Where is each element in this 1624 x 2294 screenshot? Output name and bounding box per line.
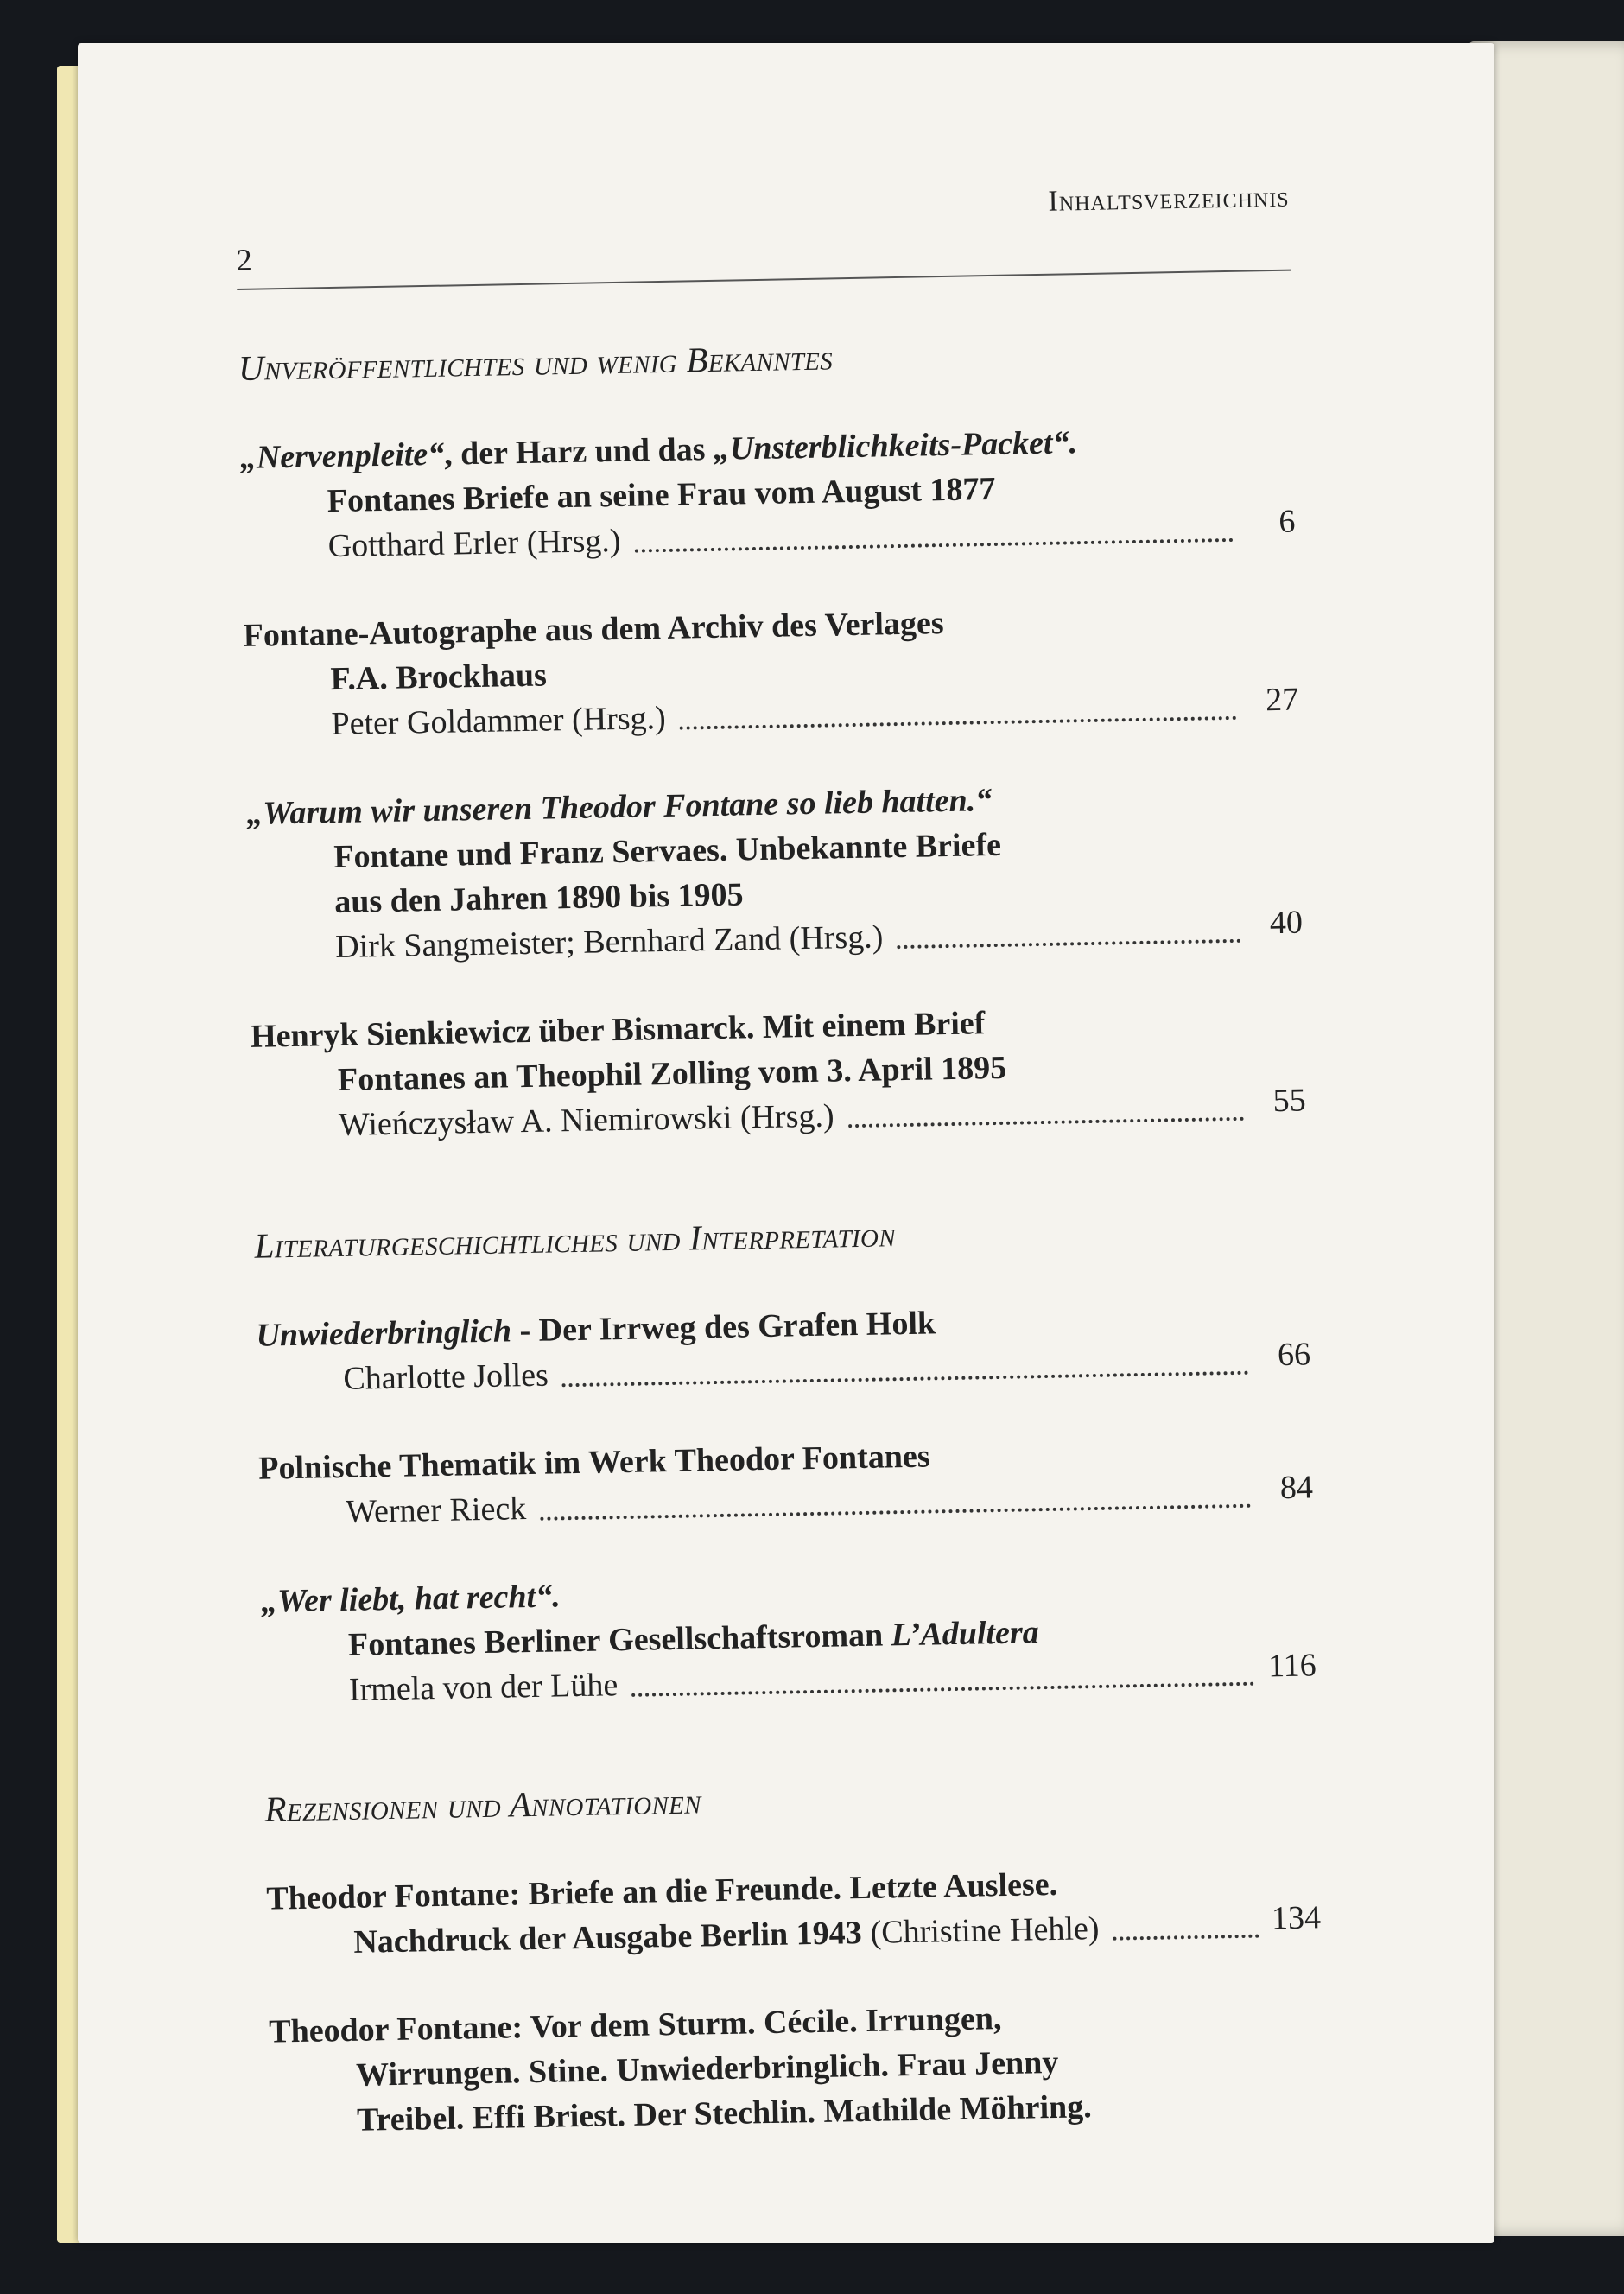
toc-entry[interactable] [258, 1427, 1314, 1535]
dot-leader [631, 1682, 1254, 1697]
dot-leader [898, 939, 1241, 949]
entry-author: Charlotte Jolles [343, 1357, 549, 1397]
entry-title-line: Polnische Thematik im Werk Theodor Fontanes [257, 1438, 930, 1487]
toc-entry[interactable] [266, 1857, 1322, 1966]
entry-author: (Christine Hehle) [870, 1910, 1100, 1951]
entry-subtitle: Treibel. Effi Briest. Der Stechlin. Mathilde Möhring. [356, 2088, 1093, 2138]
entry-title-line: Henryk Sienkiewicz über Bismarck. Mit einem Brief [250, 1005, 986, 1055]
section-title: Unveröffentlichtes und wenig Bekanntes [238, 337, 834, 388]
entry-subtitle: aus den Jahren 1890 bis 1905 [333, 876, 744, 921]
entry-author: Peter Goldammer (Hrsg.) [331, 699, 667, 743]
toc-entry[interactable] [261, 1560, 1317, 1713]
entry-title-line: „Warum wir unseren Theodor Fontane so lieb hatten.“ [246, 782, 993, 832]
entry-page-number: 6 [1278, 503, 1296, 540]
dot-leader [540, 1504, 1251, 1521]
entry-title-part: „Nervenpleite“ [239, 435, 445, 476]
entry-title-line: Theodor Fontane: Vor dem Sturm. Cécile. Irrungen, [268, 2000, 1002, 2050]
entry-title-line: Fontane-Autographe aus dem Archiv des Verlages [243, 605, 944, 654]
section-title: Rezensionen und Annotationen [264, 1781, 702, 1829]
dot-leader [635, 538, 1234, 553]
entry-title-part: , der Harz und das [443, 430, 714, 473]
entry-subtitle-part: Fontanes Berliner Gesellschaftsroman [347, 1617, 892, 1663]
dot-leader [1113, 1935, 1259, 1941]
entry-page-number: 66 [1277, 1336, 1311, 1374]
entry-subtitle: Fontanes Briefe an seine Frau vom August 1877 [327, 470, 996, 520]
entry-author: Gotthard Erler (Hrsg.) [327, 522, 621, 565]
entry-title-line: „Wer liebt, hat recht“. [260, 1578, 561, 1620]
toc-entry[interactable] [269, 1990, 1325, 2144]
entry-page-number: 27 [1265, 681, 1299, 719]
toc-entry[interactable] [239, 416, 1296, 570]
entry-title-line: Theodor Fontane: Briefe an die Freunde. Letzte Auslese. [266, 1865, 1058, 1917]
dot-leader [680, 716, 1237, 730]
entry-subtitle: Wirrungen. Stine. Unwiederbringlich. Frau Jenny [355, 2043, 1059, 2094]
page-header [235, 162, 1291, 294]
entry-author: Dirk Sangmeister; Bernhard Zand (Hrsg.) [334, 918, 884, 966]
toc-entry[interactable] [246, 772, 1304, 971]
header-rule [237, 270, 1291, 290]
entry-author: Irmela von der Lühe [348, 1667, 619, 1708]
entry-subtitle: F.A. Brockhaus [330, 657, 548, 698]
entry-author: Werner Rieck [345, 1490, 527, 1530]
toc-entry[interactable] [243, 594, 1299, 748]
entry-subtitle: Fontanes an Theophil Zolling vom 3. April 1895 [337, 1049, 1007, 1098]
entry-title-part: „Unsterblichkeits-Packet“. [713, 424, 1078, 467]
entry-title-part: Unwiederbringlich [256, 1312, 512, 1354]
entry-subtitle: Nachdruck der Ausgabe Berlin 1943 [352, 1915, 863, 1960]
running-head: Inhaltsverzeichnis [1048, 181, 1290, 218]
entry-page-number: 40 [1269, 904, 1304, 942]
dot-leader [562, 1371, 1248, 1388]
entry-page-number: 84 [1279, 1469, 1314, 1507]
entry-page-number: 134 [1271, 1899, 1322, 1937]
entry-title-part: - Der Irrweg des Grafen Holk [511, 1305, 936, 1350]
entry-page-number: 116 [1267, 1647, 1317, 1685]
page-number: 2 [236, 242, 253, 277]
table-of-contents [235, 162, 1324, 2145]
toc-entry[interactable] [251, 994, 1307, 1148]
section-title: Literaturgeschichtliches und Interpretation [254, 1214, 897, 1266]
dot-leader [848, 1117, 1244, 1128]
entry-subtitle: Fontane und Franz Servaes. Unbekannte Briefe [333, 826, 1002, 876]
entry-author: Wieńczysław A. Niemirowski (Hrsg.) [338, 1097, 834, 1143]
toc-entry[interactable] [256, 1293, 1311, 1402]
entry-subtitle-part: L’Adultera [891, 1614, 1040, 1654]
entry-page-number: 55 [1272, 1082, 1307, 1120]
